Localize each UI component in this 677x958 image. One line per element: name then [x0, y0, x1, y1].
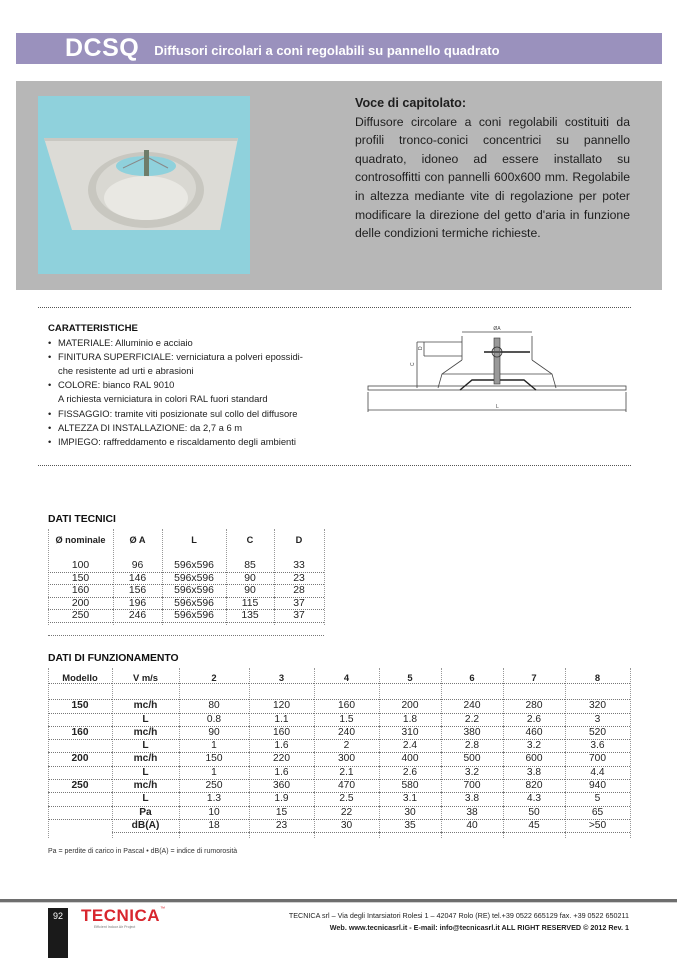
hero-panel — [16, 81, 662, 290]
cell: 135 — [226, 610, 274, 623]
cell: 360 — [249, 780, 314, 793]
table-row — [48, 573, 324, 586]
col-v2: 2 — [179, 672, 249, 684]
cell: 940 — [565, 780, 630, 793]
cell: 1.6 — [249, 767, 314, 780]
cell: 1.6 — [249, 740, 314, 753]
cell: 2.6 — [503, 714, 565, 727]
cell-unit: L — [112, 767, 179, 780]
company-web-email: Web. www.tecnicasrl.it - E-mail: info@tecnicasrl.it ALL RIGHT RESERVED © 2012 Rev. 1 — [329, 923, 629, 932]
table-header-row — [48, 529, 324, 551]
cell-unit: mc/h — [112, 700, 179, 713]
cell: 1.9 — [249, 793, 314, 806]
col-v3: 3 — [249, 672, 314, 684]
cell: 596x596 — [162, 585, 226, 598]
cell: 310 — [379, 727, 441, 740]
col-v7: 7 — [503, 672, 565, 684]
cell: 4.3 — [503, 793, 565, 806]
cell: 3.8 — [441, 793, 503, 806]
cell-model: 250 — [48, 780, 112, 793]
cell: 400 — [379, 753, 441, 766]
cell: 160 — [314, 700, 379, 713]
cell: 220 — [249, 753, 314, 766]
product-description: Diffusori circolari a coni regolabili su pannello quadrato — [154, 43, 500, 58]
cell-model — [48, 767, 112, 780]
table-row — [48, 767, 630, 780]
cell: 38 — [441, 807, 503, 820]
cell-unit: dB(A) — [112, 820, 179, 833]
cell: 80 — [179, 700, 249, 713]
table-row — [48, 780, 630, 793]
cell: 96 — [113, 560, 162, 573]
table-row — [48, 610, 324, 623]
table-header-row — [48, 668, 630, 687]
table-row — [48, 714, 630, 727]
svg-text:C: C — [410, 362, 416, 366]
cell-model — [48, 714, 112, 727]
cell: 23 — [274, 573, 324, 586]
technical-drawing — [360, 322, 635, 414]
col-model: Modello — [48, 672, 112, 684]
col-v4: 4 — [314, 672, 379, 684]
feature-item-continuation: A richiesta verniciatura in colori RAL fuori standard — [58, 393, 268, 405]
cell: 1.8 — [379, 714, 441, 727]
feature-item: • FINITURA SUPERFICIALE: verniciatura a polveri epossidi- — [48, 350, 338, 364]
cell: 200 — [379, 700, 441, 713]
cell-unit: Pa — [112, 807, 179, 820]
func-data-table — [48, 668, 630, 833]
product-code: DCSQ — [65, 34, 140, 62]
cell-model — [48, 807, 112, 820]
cell: 3.1 — [379, 793, 441, 806]
col-nominal-diameter: Ø nominale — [55, 535, 106, 545]
cell: 596x596 — [162, 610, 226, 623]
cell: 250 — [179, 780, 249, 793]
spec-text: Diffusore circolare a coni regolabili costituiti da profili tronco-conici concentrici su pannello quadrato, idoneo ad essere installato su controsoffitti con pannelli 600x600 mm. Regolabile in altezza mediante vite di regolazione per poter modificare la direzione del getto d'aria in funzione delle condizioni termiche richieste. — [355, 114, 630, 241]
cell: 5 — [565, 793, 630, 806]
cell: 156 — [113, 585, 162, 598]
company-contact — [289, 910, 629, 934]
page-number: 92 — [48, 908, 68, 958]
cell: 2.8 — [441, 740, 503, 753]
col-v8: 8 — [565, 672, 630, 684]
cell: 3 — [565, 714, 630, 727]
cell: 65 — [565, 807, 630, 820]
logo-tagline: Efficient Indoor Air Project — [94, 925, 136, 929]
cell-unit: L — [112, 740, 179, 753]
cell: 200 — [48, 598, 113, 611]
col-velocity: V m/s — [112, 672, 179, 684]
cell: 40 — [441, 820, 503, 833]
cell: 22 — [314, 807, 379, 820]
cell: 37 — [274, 610, 324, 623]
cell: 15 — [249, 807, 314, 820]
table-row — [48, 807, 630, 820]
cell: 1.3 — [179, 793, 249, 806]
svg-text:L: L — [496, 404, 499, 410]
cell: 320 — [565, 700, 630, 713]
cell: 115 — [226, 598, 274, 611]
cell: 2.4 — [379, 740, 441, 753]
cell: 90 — [179, 727, 249, 740]
svg-text:D: D — [418, 346, 424, 350]
cell-model: 160 — [48, 727, 112, 740]
table-row — [48, 740, 630, 753]
cell: 4.4 — [565, 767, 630, 780]
cell: 196 — [113, 598, 162, 611]
logo-text: TECNICA — [81, 906, 161, 925]
cell: 596x596 — [162, 573, 226, 586]
feature-item-continuation: che resistente ad urti e abrasioni — [58, 365, 194, 377]
company-address: TECNICA srl – Via degli Intarsiatori Rolesi 1 – 42047 Rolo (RE) tel.+39 0522 665129 fax. +39 0522 650211 — [288, 911, 629, 920]
cell-model: 200 — [48, 753, 112, 766]
cross-section-diagram-icon — [360, 322, 635, 414]
cell: 240 — [314, 727, 379, 740]
col-c: C — [246, 535, 254, 545]
cell: 150 — [179, 753, 249, 766]
cell: 28 — [274, 585, 324, 598]
table-row — [48, 598, 324, 611]
section-divider — [38, 307, 631, 308]
footer-rule-light — [0, 902, 677, 903]
cell: 280 — [503, 700, 565, 713]
cell: 23 — [249, 820, 314, 833]
cell-unit: L — [112, 793, 179, 806]
cell-unit: mc/h — [112, 780, 179, 793]
cell: 3.2 — [441, 767, 503, 780]
cell: 3.6 — [565, 740, 630, 753]
cell-unit: mc/h — [112, 727, 179, 740]
cell: 37 — [274, 598, 324, 611]
cell: 2.6 — [379, 767, 441, 780]
cell: 700 — [565, 753, 630, 766]
svg-text:ØA: ØA — [493, 326, 501, 332]
feature-item: • ALTEZZA DI INSTALLAZIONE: da 2,7 a 6 m — [48, 421, 338, 435]
cell-unit: L — [112, 714, 179, 727]
cell: 820 — [503, 780, 565, 793]
table-footnote: Pa = perdite di carico in Pascal • dB(A) = indice di rumorosità — [48, 848, 238, 855]
func-data-title: DATI DI FUNZIONAMENTO — [48, 653, 179, 664]
cell: 1 — [179, 740, 249, 753]
table-row — [48, 700, 630, 713]
cell: 0.8 — [179, 714, 249, 727]
cell-model — [48, 740, 112, 753]
spec-description — [355, 94, 630, 243]
cell: 1.5 — [314, 714, 379, 727]
table-row — [48, 793, 630, 806]
features-title: CARATTERISTICHE — [48, 323, 138, 334]
cell: 580 — [379, 780, 441, 793]
cell: 600 — [503, 753, 565, 766]
cell: 1 — [179, 767, 249, 780]
company-logo — [81, 906, 165, 929]
cell: 2.1 — [314, 767, 379, 780]
table-row — [48, 820, 630, 833]
tech-data-table — [48, 529, 324, 636]
cell: 596x596 — [162, 598, 226, 611]
cell: 1.1 — [249, 714, 314, 727]
cell: 240 — [441, 700, 503, 713]
title-bar — [16, 33, 662, 64]
cell: >50 — [565, 820, 630, 833]
table-gridline — [630, 668, 631, 838]
feature-item: • MATERIALE: Alluminio e acciaio — [48, 336, 338, 350]
table-row — [48, 753, 630, 766]
cell-model — [48, 793, 112, 806]
cell: 700 — [441, 780, 503, 793]
cell: 596x596 — [162, 560, 226, 573]
col-d: D — [295, 535, 303, 545]
tech-data-title: DATI TECNICI — [48, 514, 116, 525]
table-row — [48, 727, 630, 740]
cell-model — [48, 820, 112, 832]
cell: 10 — [179, 807, 249, 820]
diffuser-image-icon — [38, 96, 250, 274]
cell: 246 — [113, 610, 162, 623]
col-l: L — [191, 535, 197, 545]
feature-item: • COLORE: bianco RAL 9010 — [48, 378, 338, 392]
cell: 100 — [48, 560, 113, 573]
cell: 250 — [48, 610, 113, 623]
cell: 3.8 — [503, 767, 565, 780]
cell: 150 — [48, 573, 113, 586]
cell: 520 — [565, 727, 630, 740]
cell: 90 — [226, 573, 274, 586]
spec-title: Voce di capitolato: — [355, 96, 467, 110]
cell: 30 — [379, 807, 441, 820]
col-v6: 6 — [441, 672, 503, 684]
cell: 50 — [503, 807, 565, 820]
cell-unit: mc/h — [112, 753, 179, 766]
section-divider — [38, 465, 631, 466]
cell: 120 — [249, 700, 314, 713]
cell: 90 — [226, 585, 274, 598]
cell: 2.5 — [314, 793, 379, 806]
cell: 160 — [48, 585, 113, 598]
cell: 2.2 — [441, 714, 503, 727]
table-row — [48, 585, 324, 598]
cell: 85 — [226, 560, 274, 573]
cell: 300 — [314, 753, 379, 766]
cell: 3.2 — [503, 740, 565, 753]
table-gridline — [324, 529, 325, 625]
cell: 33 — [274, 560, 324, 573]
col-diameter-a: Ø A — [129, 535, 146, 545]
cell: 500 — [441, 753, 503, 766]
table-row — [48, 560, 324, 573]
cell: 30 — [314, 820, 379, 833]
cell-model: 150 — [48, 700, 112, 713]
cell: 18 — [179, 820, 249, 833]
trademark-icon: ™ — [160, 906, 166, 912]
cell: 146 — [113, 573, 162, 586]
product-photo — [38, 96, 250, 274]
feature-item: • FISSAGGIO: tramite viti posizionate sul collo del diffusore — [48, 407, 338, 421]
cell: 160 — [249, 727, 314, 740]
cell: 45 — [503, 820, 565, 833]
cell: 2 — [314, 740, 379, 753]
cell: 380 — [441, 727, 503, 740]
cell: 460 — [503, 727, 565, 740]
cell: 470 — [314, 780, 379, 793]
features-section — [48, 322, 338, 449]
feature-item: • IMPIEGO: raffreddamento e riscaldamento degli ambienti — [48, 435, 338, 449]
cell: 35 — [379, 820, 441, 833]
col-v5: 5 — [379, 672, 441, 684]
